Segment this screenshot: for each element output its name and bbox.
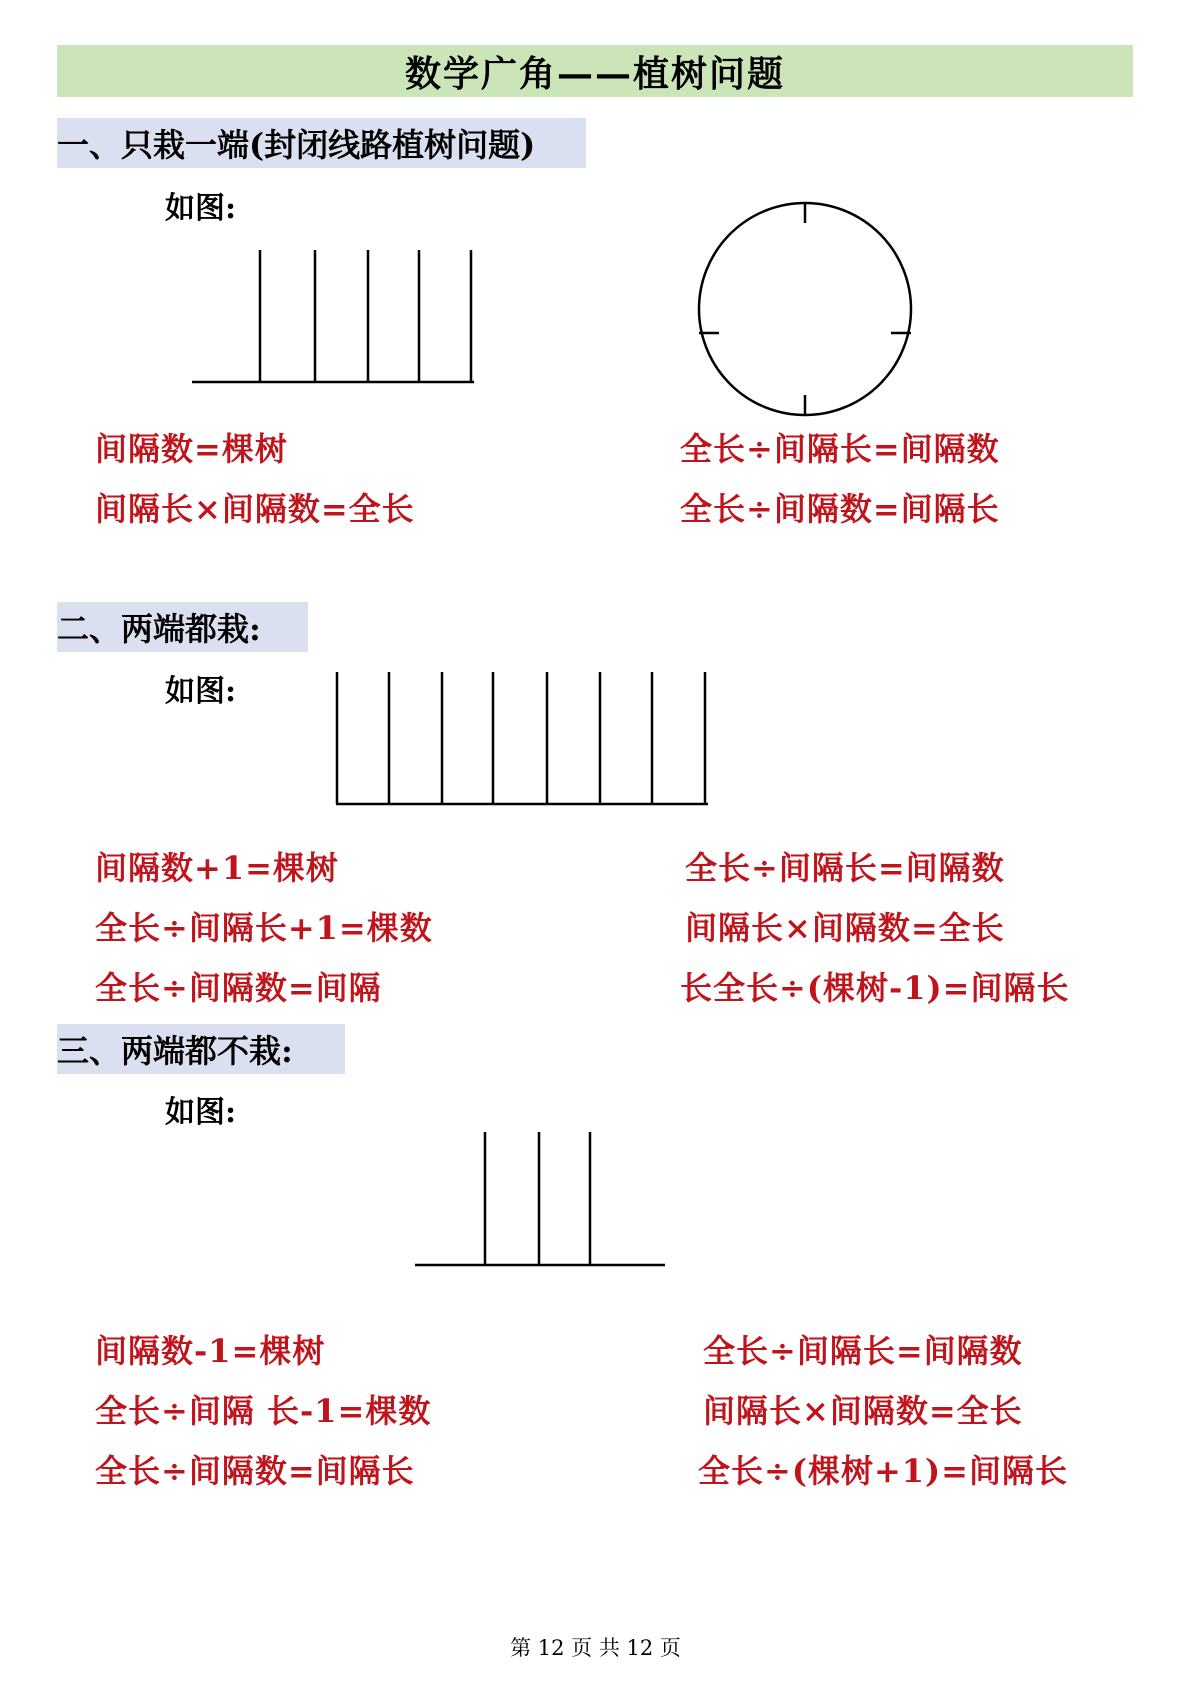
formula-right-1: 全长÷间隔长=间隔数 (680, 430, 1000, 468)
one-end-line-diagram (190, 248, 480, 388)
page-title: 数学广角——植树问题 (57, 45, 1133, 97)
formula-right-2: 全长÷间隔数=间隔长 (680, 490, 1000, 528)
formula-right-1: 全长÷间隔长=间隔数 (685, 849, 1005, 887)
formula-left-1: 间隔数-1=棵树 (95, 1332, 326, 1370)
formula-right-3: 长全长÷(棵树-1)=间隔长 (680, 969, 1070, 1007)
formula-right-2: 间隔长×间隔数=全长 (703, 1392, 1023, 1430)
formula-left-1: 间隔数=棵树 (95, 430, 288, 468)
neither-end-line-diagram (413, 1130, 667, 1270)
formula-left-2: 全长÷间隔长+1=棵数 (95, 909, 433, 947)
formula-left-1: 间隔数+1=棵树 (95, 849, 339, 887)
section-heading-one-end: 一、只栽一端(封闭线路植树问题) (57, 118, 586, 168)
formula-left-3: 全长÷间隔数=间隔 (95, 969, 382, 1007)
both-ends-line-diagram (334, 670, 710, 810)
figure-label: 如图: (165, 674, 237, 709)
circle-route (699, 203, 911, 415)
formula-left-2: 全长÷间隔 长-1=棵数 (95, 1392, 432, 1430)
formula-right-1: 全长÷间隔长=间隔数 (703, 1332, 1023, 1370)
closed-circle-diagram (690, 198, 920, 420)
formula-right-3: 全长÷(棵树+1)=间隔长 (698, 1452, 1068, 1490)
section-heading-neither-end: 三、两端都不栽: (57, 1024, 345, 1074)
formula-right-2: 间隔长×间隔数=全长 (685, 909, 1005, 947)
formula-left-2: 间隔长×间隔数=全长 (95, 490, 415, 528)
formula-left-3: 全长÷间隔数=间隔长 (95, 1452, 415, 1490)
figure-label: 如图: (165, 191, 237, 226)
figure-label: 如图: (165, 1095, 237, 1130)
page-footer: 第 12 页 共 12 页 (510, 1636, 681, 1660)
section-heading-both-ends: 二、两端都栽: (57, 602, 308, 652)
